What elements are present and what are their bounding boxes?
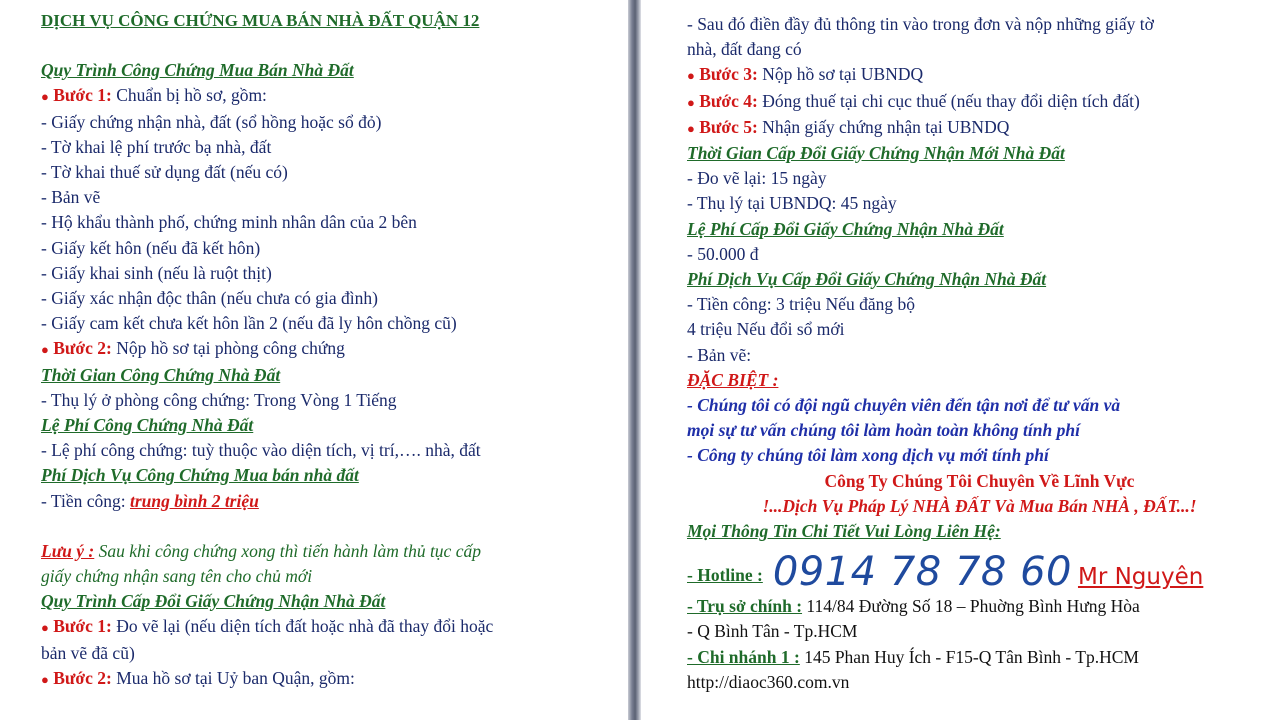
hotline-label: - Hotline : — [687, 565, 763, 586]
fee-text: - Lệ phí công chứng: tuỳ thuộc vào diện tích, vị trí,…. nhà, đất — [41, 440, 481, 461]
step4-line — [687, 89, 1272, 115]
special-line: mọi sự tư vấn chúng tôi làm hoàn toàn không tính phí — [687, 420, 1080, 441]
step2-text: Nộp hồ sơ tại phòng công chứng — [116, 338, 345, 359]
phone-number[interactable]: 0914 78 78 60 — [772, 549, 1072, 596]
office-line — [687, 594, 1272, 619]
service-heading: Phí Dịch Vụ Công Chứng Mua bán nhà đất — [41, 465, 359, 486]
s2-step2-text: Mua hồ sơ tại Uỷ ban Quận, gồm: — [116, 667, 355, 688]
contact-heading: Mọi Thông Tin Chi Tiết Vui Lòng Liên Hệ: — [687, 521, 1001, 542]
bullet-icon: ● — [687, 120, 695, 136]
slogan-line: !...Dịch Vụ Pháp Lý NHÀ ĐẤT Và Mua Bán NHÀ , ĐẤT...! — [762, 495, 1197, 516]
time-heading: Thời Gian Công Chứng Nhà Đất — [41, 364, 281, 385]
special-heading: ĐẶC BIỆT : — [687, 369, 779, 390]
note-line — [41, 539, 628, 564]
section2-heading: Quy Trình Cấp Đổi Giấy Chứng Nhận Nhà Đất — [41, 591, 386, 612]
doc-item: - Tờ khai thuế sử dụng đất (nếu có) — [41, 162, 288, 183]
continued-text: - Sau đó điền đầy đủ thông tin vào trong đơn và nộp những giấy tờ — [687, 14, 1154, 34]
r-service-item: 4 triệu Nếu đổi sổ mới — [687, 319, 845, 340]
office-label: - Trụ sở chính : — [687, 596, 803, 617]
office-text: 114/84 Đường Số 18 – Phuờng Bình Hưng Hòa — [806, 596, 1140, 617]
office-cont: - Q Bình Tân - Tp.HCM — [687, 621, 858, 642]
s2-step1-line — [41, 614, 628, 640]
left-column — [0, 0, 628, 720]
step1-label: Bước 1: — [53, 85, 112, 106]
page-title: DỊCH VỤ CÔNG CHỨNG MUA BÁN NHÀ ĐẤT QUẬN 12 — [41, 11, 480, 30]
time-text: - Thụ lý ở phòng công chứng: Trong Vòng 1 Tiếng — [41, 389, 397, 410]
doc-item: - Giấy cam kết chưa kết hôn lần 2 (nếu đã ly hôn chồng cũ) — [41, 313, 457, 334]
note-label: Lưu ý : — [41, 540, 95, 561]
company-line: Công Ty Chúng Tôi Chuyên Về Lĩnh Vực — [824, 470, 1135, 491]
r-fee-heading: Lệ Phí Cấp Đổi Giấy Chứng Nhận Nhà Đất — [687, 218, 1004, 239]
right-column — [641, 0, 1272, 720]
note-text: Sau khi công chứng xong thì tiến hành làm thủ tục cấp — [98, 540, 481, 561]
s2-step1-text: Đo vẽ lại (nếu diện tích đất hoặc nhà đã thay đổi hoặc — [116, 616, 494, 637]
s2-step1-cont: bản vẽ đã cũ) — [41, 642, 135, 663]
continued-text-2: nhà, đất đang có — [687, 39, 802, 60]
branch-line — [687, 645, 1272, 670]
doc-item: - Bản vẽ — [41, 187, 101, 208]
doc-item: - Hộ khẩu thành phố, chứng minh nhân dân của 2 bên — [41, 212, 417, 233]
fee-heading: Lệ Phí Công Chứng Nhà Đất — [41, 415, 254, 436]
step3-text: Nộp hồ sơ tại UBNDQ — [762, 64, 924, 85]
special-line: - Công ty chúng tôi làm xong dịch vụ mới tính phí — [687, 445, 1049, 466]
step3-line — [687, 62, 1272, 88]
step3-label: Bước 3: — [699, 64, 758, 85]
service-value: trung bình 2 triệu — [129, 490, 259, 511]
bullet-icon: ● — [41, 89, 49, 105]
branch-label: - Chi nhánh 1 : — [687, 646, 800, 667]
bullet-icon: ● — [41, 620, 49, 636]
r-time-heading: Thời Gian Cấp Đổi Giấy Chứng Nhận Mới Nhà Đất — [687, 143, 1065, 164]
doc-item: - Giấy khai sinh (nếu là ruột thịt) — [41, 262, 272, 283]
step1-line — [41, 83, 628, 109]
step4-text: Đóng thuế tại chi cục thuế (nếu thay đổi diện tích đất) — [762, 90, 1140, 111]
website-link[interactable]: http://diaoc360.com.vn — [687, 671, 850, 692]
contact-name: Mr Nguyên — [1077, 564, 1204, 591]
s2-step1-label: Bước 1: — [53, 616, 112, 637]
r-service-heading: Phí Dịch Vụ Cấp Đổi Giấy Chứng Nhận Nhà Đất — [687, 269, 1047, 290]
r-time-item: - Đo vẽ lại: 15 ngày — [687, 168, 827, 189]
step5-label: Bước 5: — [699, 116, 758, 137]
doc-item: - Giấy kết hôn (nếu đã kết hôn) — [41, 237, 261, 258]
step2-line — [41, 336, 628, 362]
branch-text: 145 Phan Huy Ích - F15-Q Tân Bình - Tp.HCM — [804, 646, 1139, 667]
step1-text: Chuẩn bị hồ sơ, gồm: — [116, 85, 267, 106]
special-line: - Chúng tôi có đội ngũ chuyên viên đến tận nơi để tư vấn và — [687, 395, 1121, 416]
doc-item: - Giấy xác nhận độc thân (nếu chưa có gia đình) — [41, 288, 378, 309]
r-service-item: - Bản vẽ: — [687, 344, 752, 365]
service-prefix: - Tiền công: — [41, 490, 126, 511]
step4-label: Bước 4: — [699, 90, 758, 111]
step5-text: Nhận giấy chứng nhận tại UBNDQ — [762, 116, 1010, 137]
doc-item: - Tờ khai lệ phí trước bạ nhà, đất — [41, 136, 272, 157]
step2-label: Bước 2: — [53, 338, 112, 359]
r-time-item: - Thụ lý tại UBNDQ: 45 ngày — [687, 193, 897, 214]
s2-step2-label: Bước 2: — [53, 667, 112, 688]
service-line — [41, 489, 628, 514]
doc-item: - Giấy chứng nhận nhà, đất (sổ hồng hoặc sổ đỏ) — [41, 111, 382, 132]
r-service-item: - Tiền công: 3 triệu Nếu đăng bộ — [687, 294, 915, 315]
note-text-cont: giấy chứng nhận sang tên cho chủ mới — [41, 566, 313, 587]
bullet-icon: ● — [41, 671, 49, 687]
bullet-icon: ● — [41, 342, 49, 358]
bullet-icon: ● — [687, 94, 695, 110]
bullet-icon: ● — [687, 68, 695, 84]
page-divider — [628, 0, 641, 720]
s2-step2-line — [41, 666, 628, 692]
section1-heading: Quy Trình Công Chứng Mua Bán Nhà Đất — [41, 60, 354, 81]
hotline-row — [687, 544, 1272, 594]
step5-line — [687, 115, 1272, 141]
r-fee-text: - 50.000 đ — [687, 243, 759, 264]
